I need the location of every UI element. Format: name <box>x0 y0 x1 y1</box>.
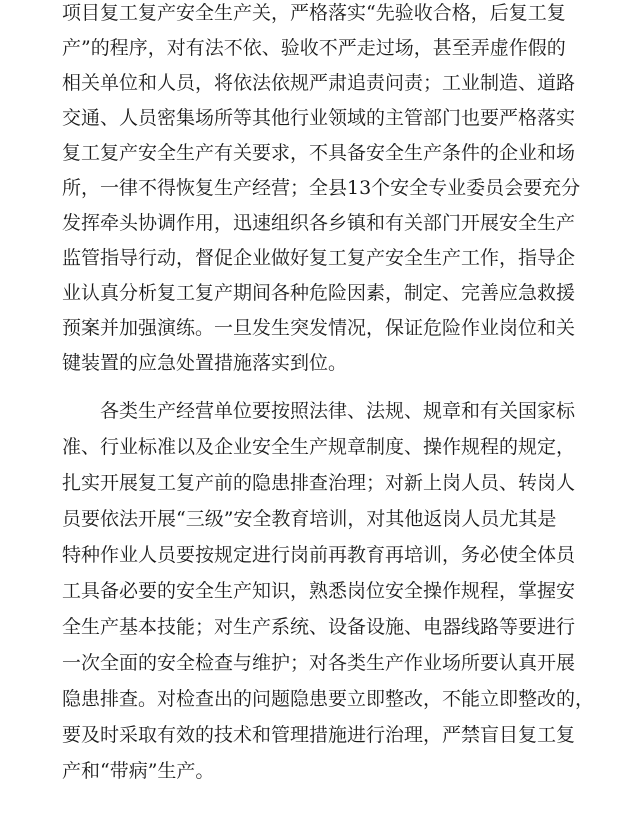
text-line: 要及时采取有效的技术和管理措施进行治理，严禁盲目复工复 <box>62 724 576 746</box>
text-line: 产和“带病”生产。 <box>62 760 215 782</box>
text-line: 相关单位和人员，将依法依规严肃追责问责；工业制造、道路 <box>62 72 576 94</box>
text-line: 员要依法开展“三级”安全教育培训，对其他返岗人员尤其是 <box>62 508 557 530</box>
text-line: 工具备必要的安全生产知识，熟悉岗位安全操作规程，掌握安 <box>62 580 576 602</box>
text-line: 各类生产经营单位要按照法律、法规、规章和有关国家标 <box>100 400 576 422</box>
text-line: 预案并加强演练。一旦发生突发情况，保证危险作业岗位和关 <box>62 317 576 339</box>
text-line: 发挥牵头协调作用，迅速组织各乡镇和有关部门开展安全生产 <box>62 212 576 234</box>
text-line: 一次全面的安全检查与维护；对各类生产作业场所要认真开展 <box>62 652 576 674</box>
text-line: 扎实开展复工复产前的隐患排查治理；对新上岗人员、转岗人 <box>62 472 576 494</box>
text-line: 特种作业人员要按规定进行岗前再教育再培训，务必使全体员 <box>62 544 576 566</box>
text-line: 产”的程序，对有法不依、验收不严走过场，甚至弄虚作假的 <box>62 37 566 59</box>
text-line: 隐患排查。对检查出的问题隐患要立即整改，不能立即整改的， <box>62 688 595 710</box>
text-line: 监管指导行动，督促企业做好复工复产安全生产工作，指导企 <box>62 247 576 269</box>
text-line: 业认真分析复工复产期间各种危险因素，制定、完善应急救援 <box>62 282 576 304</box>
text-line: 项目复工复产安全生产关，严格落实“先验收合格，后复工复 <box>62 2 566 24</box>
text-line: 所，一律不得恢复生产经营；全县13个安全专业委员会要充分 <box>62 177 581 199</box>
text-line: 复工复产安全生产有关要求，不具备安全生产条件的企业和场 <box>62 142 576 164</box>
text-line: 交通、人员密集场所等其他行业领域的主管部门也要严格落实 <box>62 107 576 129</box>
text-line: 准、行业标准以及企业安全生产规章制度、操作规程的规定， <box>62 436 576 458</box>
text-line: 全生产基本技能；对生产系统、设备设施、电器线路等要进行 <box>62 616 576 638</box>
text-line: 键装置的应急处置措施落实到位。 <box>62 352 348 374</box>
